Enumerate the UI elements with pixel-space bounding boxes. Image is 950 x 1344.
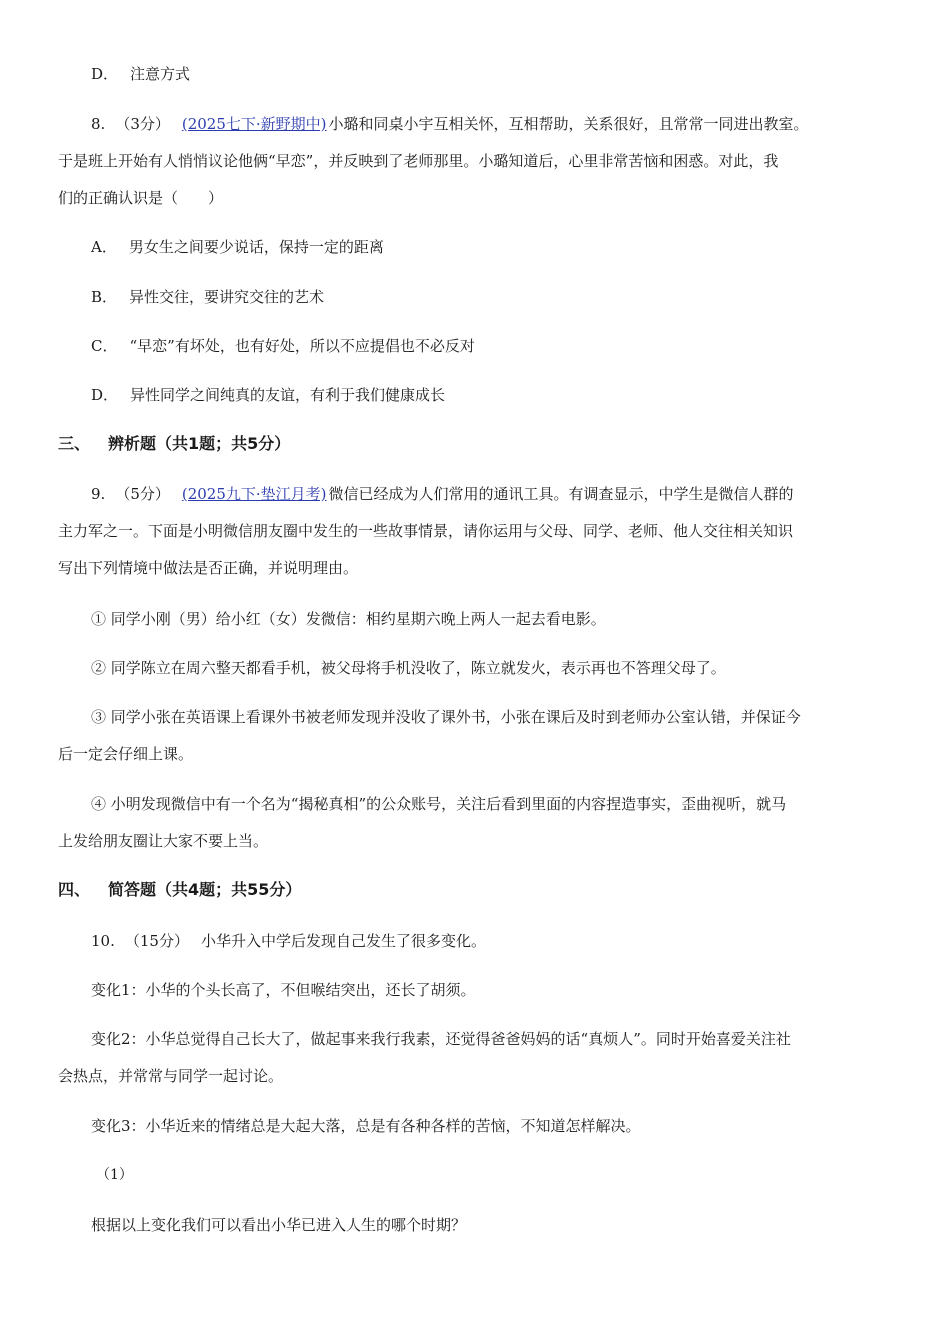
q8-option-b[interactable] <box>91 286 324 308</box>
question-number: 8. <box>91 115 106 133</box>
q9-item-3-line-1: ③ 同学小张在英语课上看课外书被老师发现并没收了课外书，小张在课后及时到老师办公室认错，并保证今 <box>91 708 801 726</box>
option-letter: A． <box>91 238 117 256</box>
q8-option-c[interactable] <box>91 335 475 357</box>
question-number: 9. <box>91 485 106 503</box>
question-score: （15分） <box>124 932 189 950</box>
q8-option-d[interactable] <box>91 384 445 406</box>
option-text: 男女生之间要少说话，保持一定的距离 <box>128 238 384 256</box>
stem-text: 微信已经成为人们常用的通讯工具。有调查显示，中学生是微信人群的 <box>328 485 794 503</box>
option-letter: C． <box>91 337 118 355</box>
q9-stem-line-1 <box>91 483 794 505</box>
question-score: （5分） <box>115 485 170 503</box>
q9-item-3-line-2: 后一定会仔细上课。 <box>58 745 194 763</box>
q9-item-4-line-1: ④ 小明发现微信中有一个名为“揭秘真相”的公众账号，关注后看到里面的内容捏造事实，歪曲视听，就马 <box>91 795 787 813</box>
q9-stem-line-3: 写出下列情境中做法是否正确，并说明理由。 <box>58 559 359 577</box>
option-letter: D． <box>91 386 119 404</box>
stem-text: 小璐和同桌小宇互相关怀，互相帮助，关系很好，且常常一同进出教室。 <box>328 115 809 133</box>
q8-stem-line-2: 于是班上开始有人悄悄议论他俩“早恋”，并反映到了老师那里。小璐知道后，心里非常苦恼和困惑。对此，我 <box>58 152 779 170</box>
q10-sub1-text: 根据以上变化我们可以看出小华已进入人生的哪个时期？ <box>91 1216 467 1234</box>
option-letter: B． <box>91 288 118 306</box>
q10-change-2-line-1: 变化2：小华总觉得自己长大了，做起事来我行我素，还觉得爸爸妈妈的话“真烦人”。同时开始喜爱关注社 <box>91 1030 791 1048</box>
source-link[interactable]: (2025九下·垫江月考) <box>181 485 327 503</box>
q10-change-2-line-2: 会热点，并常常与同学一起讨论。 <box>58 1067 284 1085</box>
question-number: 10. <box>91 932 115 950</box>
q10-change-3: 变化3：小华近来的情绪总是大起大落，总是有各种各样的苦恼，不知道怎样解决。 <box>91 1117 641 1135</box>
q9-item-2: ② 同学陈立在周六整天都看手机，被父母将手机没收了，陈立就发火，表示再也不答理父母了。 <box>91 659 726 677</box>
q9-stem-line-2: 主力军之一。下面是小明微信朋友圈中发生的一些故事情景，请你运用与父母、同学、老师、他人交往相关知识 <box>58 522 794 540</box>
q8-option-a[interactable] <box>91 236 384 258</box>
q10-sub1-label: （1） <box>96 1167 133 1183</box>
q9-item-1: ① 同学小刚（男）给小红（女）发微信：相约星期六晚上两人一起去看电影。 <box>91 610 606 628</box>
q9-item-4-line-2: 上发给朋友圈让大家不要上当。 <box>58 832 269 850</box>
q10-change-1: 变化1：小华的个头长高了，不但喉结突出，还长了胡须。 <box>91 981 476 999</box>
section-heading-4 <box>58 879 301 901</box>
q8-stem-line-1 <box>91 113 809 135</box>
section-number: 三、 <box>58 434 91 453</box>
q7-option-d <box>91 63 190 85</box>
q10-stem <box>91 930 486 952</box>
section-title: 辨析题（共1题；共5分） <box>108 434 291 453</box>
section-number: 四、 <box>58 880 91 899</box>
stem-text: 小华升入中学后发现自己发生了很多变化。 <box>200 932 486 950</box>
question-score: （3分） <box>115 115 170 133</box>
option-text: 异性同学之间纯真的友谊，有利于我们健康成长 <box>130 386 446 404</box>
section-title: 简答题（共4题；共55分） <box>108 880 302 899</box>
q8-stem-line-3: 们的正确认识是（ ） <box>58 189 224 207</box>
section-heading-3 <box>58 433 290 455</box>
option-letter: D． <box>91 65 119 83</box>
option-text: “早恋”有坏处，也有好处，所以不应提倡也不必反对 <box>129 337 475 355</box>
source-link[interactable]: (2025七下·新野期中) <box>181 115 327 133</box>
option-text: 异性交往，要讲究交往的艺术 <box>129 288 325 306</box>
option-text: 注意方式 <box>130 65 191 83</box>
